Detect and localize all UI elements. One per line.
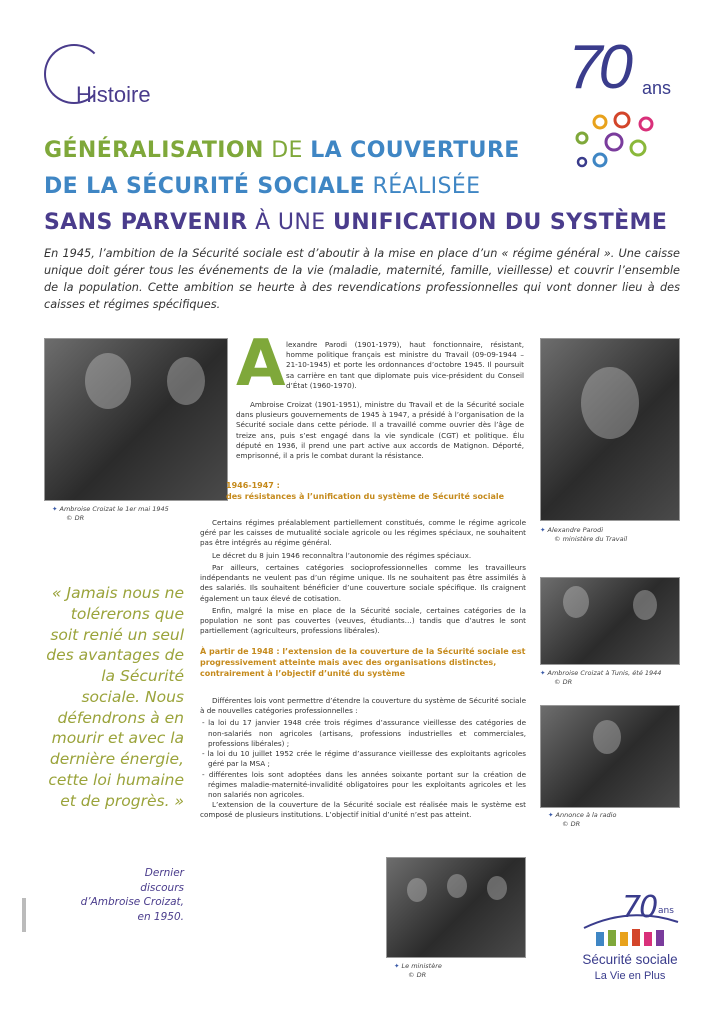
title-word: SANS PARVENIR [44,210,248,235]
drop-cap: A [236,327,286,401]
footer-people-icon [570,902,690,952]
section-label: Histoire [76,82,151,107]
side-strip [22,898,26,932]
title-word: À UNE [255,210,326,235]
title-word: UNIFICATION DU SYSTÈME [332,210,668,235]
photo-croizat-may-1945 [44,338,228,501]
photo-ministere [386,857,526,958]
photo-radio [540,705,680,808]
photo-tunis [540,577,680,665]
caption-croizat-may: ✦ Ambroise Croizat le 1er mai 1945 © DR [52,505,169,522]
footer-tagline: La Vie en Plus [594,970,666,982]
title-word: DE [271,138,303,163]
logo-suffix: ans [642,78,672,98]
title-word: RÉALISÉE [372,174,481,199]
bio-croizat: Ambroise Croizat (1901-1951), ministre du Travail et de la Sécurité sociale dans plusieurs gouvernements de 1945 à 1947, a présidé à l’organisation de la Sécurité sociale dans cette période. Il a travaillé comme ouvrier dès l’âge de treize ans, puis s’est engagé dans la vie syndicale (CGT) et politique. Élu député en 1936, il prend une part active aux accords de Matignon. Déporté, emprisonné, il a pris le combat durant la résistance. [236,400,524,461]
caption-radio: ✦ Annonce à la radio © DR [548,811,617,828]
title-line-1 [44,138,520,163]
caption-parodi: ✦ Alexandre Parodi © ministère du Travail [540,526,628,543]
footer-logo [570,892,690,992]
footer-brand: Sécurité sociale [582,952,678,967]
logo-number: 70 [568,33,629,102]
title-word: GÉNÉRALISATION [44,138,264,163]
logo-circles-icon [560,108,690,178]
footer-logo-number: 70 [622,890,657,925]
title-word: DE LA SÉCURITÉ SOCIALE [44,174,366,199]
section1-body: Certains régimes préalablement partiellement constitués, comme le régime agricole géré par les caisses de mutualité sociale agricole ou les régimes spéciaux, ne souhaitent pas être intégrés au régime général. Le décret du 8 juin 1946 reconnaîtra l’autonomie des régimes spéciaux. Par ailleurs, certaines catégories socioprofessionnelles comme les travailleurs indépendants ne veulent pas d’un régime unique. Ils ne souhaitent pas être assimilés à des salariés. Ils souhaitent bénéficier d’une couverture sociale spécifique. Ils craignent également un taux élevé de cotisation. Enfin, malgré la mise en place de la Sécurité sociale, certaines catégories de la population ne sont pas couvertes (veuves, étudiants…) tandis que d’autres le sont partiellement (agriculteurs, professions libérales). [200,518,526,636]
section2-heading: À partir de 1948 : l’extension de la couverture de la Sécurité sociale est progressivement atteinte mais avec des organisations distinctes, contrairement à l’objectif d’unité du système [200,647,526,678]
title-line-2 [44,174,480,199]
photo-parodi [540,338,680,521]
quote-attribution: Dernier discours d’Ambroise Croizat, en 1950. [80,867,184,924]
footer-logo-suffix: ans [658,906,674,916]
intro-paragraph: En 1945, l’ambition de la Sécurité sociale est d’aboutir à la mise en place d’un « régime général ». Une caisse unique doit gérer tous les événements de la vie (maladie, maternité, famille, vieillesse) et couvrir l’ensemble de la population. Cette ambition se heurte à des revendications professionnelles qui vont donner lieu à des caisses et régimes spécifiques. [44,247,680,311]
title-line-3 [44,210,667,235]
title-word: LA COUVERTURE [310,138,520,163]
caption-ministere: ✦ Le ministère © DR [394,962,442,979]
section2-body: Différentes lois vont permettre d’étendre la couverture du système de Sécurité sociale à de nouvelles catégories professionnelles : - la loi du 17 janvier 1948 crée trois régimes d’assurance vieillesse des catégories de non-salariés non agricoles (artisans, professions industrielles et commerciales, professions libérales) ; - la loi du 10 juillet 1952 crée le régime d’assurance vieillesse des exploitants agricoles géré par la MSA ; - différentes lois sont adoptées dans les années soixante portant sur la création de régimes maladie-maternité-invalidité obligatoires pour les exploitants agricoles et les non salariés non agricoles. L’extension de la couverture de la Sécurité sociale est réalisée mais le système est composé de plusieurs institutions. L’objectif initial d’unité n’est pas atteint. [200,696,526,820]
caption-tunis: ✦ Ambroise Croizat à Tunis, été 1944 © DR [540,669,662,686]
quote-text: « Jamais nous ne tolérerons que soit renié un seul des avantages de la Sécurité sociale. Nous défendrons à en mourir et avec la dernière énergie, cette loi humaine et de progrès. » [46,584,184,810]
section1-heading: 1946-1947 : des résistances à l’unification du système de Sécurité sociale [226,481,505,501]
anniversary-logo [560,33,690,176]
bio-parodi: lexandre Parodi (1901-1979), haut fonctionnaire, résistant, homme politique français est ministre du Travail (09-09-1944 – 21-10-1945) et porte les ordonnances d’octobre 1945. Il poursuit sa carrière en tant que diplomate puis vice-président du Conseil d’État (1960-1970). [286,340,524,390]
